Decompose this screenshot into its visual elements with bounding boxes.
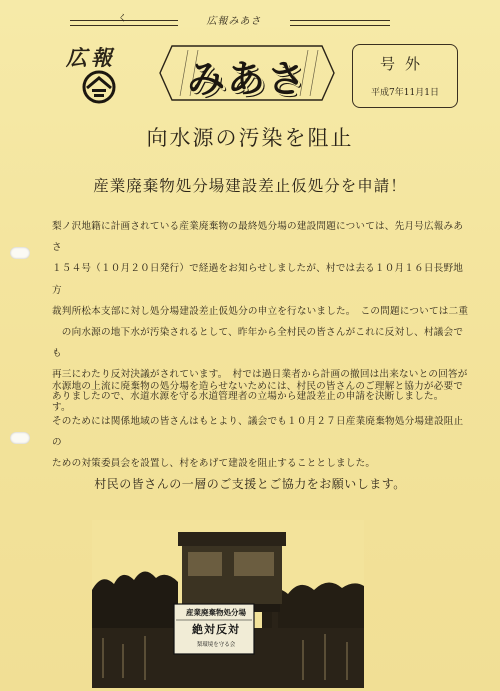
body-paragraph-1: 梨ノ沢地籍に計画されている産業廃棄物の最終処分場の建設問題については、先月号広報みあさ １５４号（１０月２０日発行）で経過をお知らせしましたが、村では去る１０月１６日長野地方 裁判所松本支部に対し処分場建設差止仮処分の申立を行ないました。 この問題については二重 の向水源の地下水が汚染されるとして、昨年から全村民の皆さんがこれに反対し、村議会でも 再三にわたり反対決議がされています。 村では過日業者から計画の撤回は出来ないとの回答が ありましたので、水道水源を守る水道管理者の立場から建設差止の申請を決断しました。: [52, 221, 469, 402]
extra-edition-label: 号外: [379, 55, 430, 73]
sign-line-3: 梨環境を守る会: [196, 642, 236, 648]
village-emblem-icon: [82, 70, 116, 104]
punch-hole: [10, 247, 30, 259]
protest-sign-photo: [92, 520, 364, 688]
masthead-logo: [158, 44, 336, 102]
punch-hole: [10, 432, 30, 444]
subheadline: 産業廃棄物処分場建設差止仮処分を申請！: [93, 177, 407, 195]
sign-line-2: 絶対反対: [192, 623, 240, 636]
kouhou-label: 広報: [66, 46, 116, 70]
extra-edition-box: [352, 44, 458, 108]
issue-date: 平成7年11月1日: [371, 88, 439, 98]
masthead-title: みあさ: [186, 57, 307, 101]
header-corner-mark: く: [118, 14, 128, 24]
appeal-text: 村民の皆さんの一層のご支援とご協力をお願いします。: [94, 477, 406, 491]
body-paragraph-2: 水源地の上流に廃棄物の処分場を造らせないためには、村民の皆さんのご理解と協力が必要です。: [52, 381, 464, 414]
body-paragraph-3: そのためには関係地域の皆さんはもとより、議会でも１０月２７日産業廃棄物処分場建設阻止の ための対策委員会を設置し、村をあげて建設を阻止することとしました。: [52, 416, 464, 470]
sign-line-1: 産業廃棄物処分場: [186, 608, 246, 617]
headline: 向水源の汚染を阻止: [146, 126, 354, 150]
header-band-label: 広報みあさ: [178, 12, 290, 27]
